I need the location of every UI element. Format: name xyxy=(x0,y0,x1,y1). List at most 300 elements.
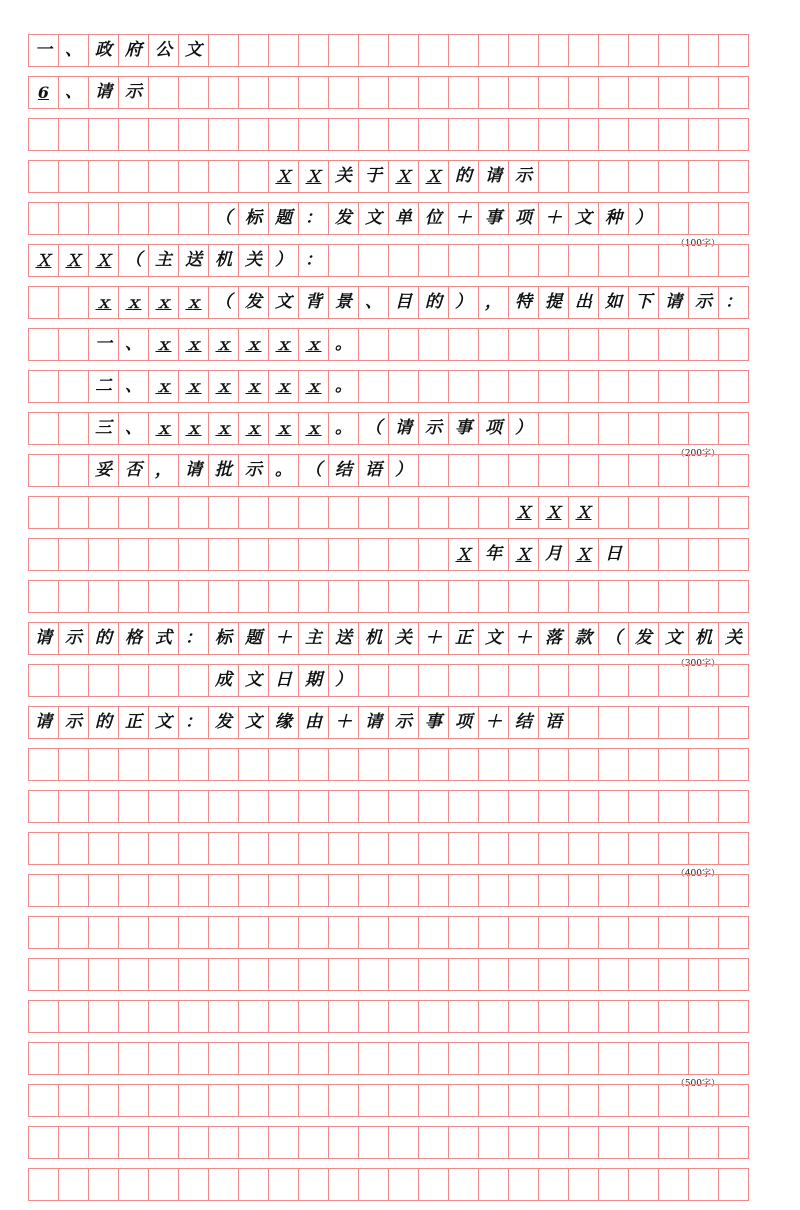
grid-cell[interactable] xyxy=(478,916,509,949)
grid-cell[interactable] xyxy=(538,538,569,571)
grid-cell[interactable] xyxy=(208,832,239,865)
grid-cell[interactable] xyxy=(658,1168,689,1201)
grid-cell[interactable] xyxy=(718,832,749,865)
grid-cell[interactable] xyxy=(718,202,749,235)
grid-cell[interactable] xyxy=(418,1168,449,1201)
grid-cell[interactable] xyxy=(688,790,719,823)
grid-cell[interactable] xyxy=(688,496,719,529)
grid-cell[interactable] xyxy=(58,202,89,235)
grid-cell[interactable] xyxy=(328,958,359,991)
grid-cell[interactable] xyxy=(88,76,119,109)
grid-cell[interactable] xyxy=(148,1000,179,1033)
grid-cell[interactable] xyxy=(178,538,209,571)
grid-cell[interactable] xyxy=(208,76,239,109)
grid-cell[interactable] xyxy=(268,1000,299,1033)
grid-cell[interactable] xyxy=(178,370,209,403)
grid-cell[interactable] xyxy=(118,286,149,319)
grid-cell[interactable] xyxy=(268,916,299,949)
grid-cell[interactable] xyxy=(688,958,719,991)
grid-cell[interactable] xyxy=(508,412,539,445)
grid-cell[interactable] xyxy=(208,454,239,487)
grid-cell[interactable] xyxy=(658,454,689,487)
grid-cell[interactable] xyxy=(628,706,659,739)
grid-cell[interactable] xyxy=(388,1084,419,1117)
grid-cell[interactable] xyxy=(268,244,299,277)
grid-cell[interactable] xyxy=(418,118,449,151)
grid-cell[interactable] xyxy=(358,790,389,823)
grid-row[interactable] xyxy=(28,832,772,879)
grid-cell[interactable] xyxy=(568,34,599,67)
grid-cell[interactable] xyxy=(658,832,689,865)
grid-row[interactable] xyxy=(28,496,772,529)
grid-cell[interactable] xyxy=(58,874,89,907)
grid-cell[interactable] xyxy=(478,370,509,403)
grid-cell[interactable] xyxy=(328,496,359,529)
grid-row[interactable] xyxy=(28,916,772,949)
grid-cell[interactable] xyxy=(448,118,479,151)
grid-cell[interactable] xyxy=(328,412,359,445)
grid-cell[interactable] xyxy=(268,118,299,151)
grid-cell[interactable] xyxy=(508,202,539,235)
grid-cell[interactable] xyxy=(148,244,179,277)
character-grid[interactable] xyxy=(28,34,772,1210)
grid-cell[interactable] xyxy=(688,580,719,613)
grid-cell[interactable] xyxy=(58,832,89,865)
grid-cell[interactable] xyxy=(598,454,629,487)
grid-cell[interactable] xyxy=(148,706,179,739)
grid-cell[interactable] xyxy=(448,664,479,697)
grid-cell[interactable] xyxy=(628,244,659,277)
grid-cell[interactable] xyxy=(448,1126,479,1159)
grid-cell[interactable] xyxy=(568,118,599,151)
grid-cell[interactable] xyxy=(388,538,419,571)
grid-cell[interactable] xyxy=(268,958,299,991)
grid-cell[interactable] xyxy=(88,874,119,907)
grid-cell[interactable] xyxy=(268,622,299,655)
grid-cell[interactable] xyxy=(358,328,389,361)
grid-cell[interactable] xyxy=(538,580,569,613)
grid-cell[interactable] xyxy=(208,664,239,697)
grid-cell[interactable] xyxy=(88,1042,119,1075)
grid-cell[interactable] xyxy=(418,328,449,361)
grid-cell[interactable] xyxy=(418,76,449,109)
grid-cell[interactable] xyxy=(478,454,509,487)
grid-cell[interactable] xyxy=(268,832,299,865)
grid-cell[interactable] xyxy=(88,412,119,445)
grid-cell[interactable] xyxy=(598,664,629,697)
grid-cell[interactable] xyxy=(418,958,449,991)
grid-cell[interactable] xyxy=(238,160,269,193)
grid-cell[interactable] xyxy=(178,244,209,277)
grid-cell[interactable] xyxy=(418,1042,449,1075)
grid-cell[interactable] xyxy=(268,538,299,571)
grid-cell[interactable] xyxy=(238,34,269,67)
grid-cell[interactable] xyxy=(598,958,629,991)
grid-cell[interactable] xyxy=(538,34,569,67)
grid-cell[interactable] xyxy=(178,916,209,949)
grid-cell[interactable] xyxy=(298,1000,329,1033)
grid-cell[interactable] xyxy=(298,244,329,277)
grid-cell[interactable] xyxy=(628,202,659,235)
grid-cell[interactable] xyxy=(58,706,89,739)
grid-cell[interactable] xyxy=(718,622,749,655)
grid-cell[interactable] xyxy=(88,958,119,991)
grid-cell[interactable] xyxy=(538,118,569,151)
grid-cell[interactable] xyxy=(688,412,719,445)
grid-cell[interactable] xyxy=(118,958,149,991)
grid-cell[interactable] xyxy=(238,916,269,949)
grid-cell[interactable] xyxy=(298,76,329,109)
grid-cell[interactable] xyxy=(28,160,59,193)
grid-cell[interactable] xyxy=(718,1168,749,1201)
grid-cell[interactable] xyxy=(448,412,479,445)
grid-cell[interactable] xyxy=(568,538,599,571)
grid-cell[interactable] xyxy=(268,202,299,235)
grid-cell[interactable] xyxy=(58,496,89,529)
grid-cell[interactable] xyxy=(118,1042,149,1075)
grid-cell[interactable] xyxy=(58,1042,89,1075)
grid-cell[interactable] xyxy=(148,202,179,235)
grid-cell[interactable] xyxy=(58,622,89,655)
grid-cell[interactable] xyxy=(358,370,389,403)
grid-cell[interactable] xyxy=(628,370,659,403)
grid-cell[interactable] xyxy=(118,160,149,193)
grid-cell[interactable] xyxy=(568,412,599,445)
grid-cell[interactable] xyxy=(388,370,419,403)
grid-cell[interactable] xyxy=(718,76,749,109)
grid-cell[interactable] xyxy=(28,244,59,277)
grid-cell[interactable] xyxy=(478,34,509,67)
grid-cell[interactable] xyxy=(28,748,59,781)
grid-cell[interactable] xyxy=(388,706,419,739)
grid-cell[interactable] xyxy=(298,1084,329,1117)
grid-cell[interactable] xyxy=(388,328,419,361)
grid-cell[interactable] xyxy=(598,1168,629,1201)
grid-cell[interactable] xyxy=(358,1084,389,1117)
grid-cell[interactable] xyxy=(388,832,419,865)
grid-cell[interactable] xyxy=(358,118,389,151)
grid-row[interactable] xyxy=(28,76,772,109)
grid-cell[interactable] xyxy=(328,622,359,655)
grid-cell[interactable] xyxy=(688,202,719,235)
grid-cell[interactable] xyxy=(238,454,269,487)
grid-cell[interactable] xyxy=(58,580,89,613)
grid-cell[interactable] xyxy=(688,1042,719,1075)
grid-cell[interactable] xyxy=(388,748,419,781)
grid-row[interactable] xyxy=(28,328,772,361)
grid-cell[interactable] xyxy=(178,958,209,991)
grid-cell[interactable] xyxy=(208,328,239,361)
grid-cell[interactable] xyxy=(538,1000,569,1033)
grid-cell[interactable] xyxy=(118,916,149,949)
grid-cell[interactable] xyxy=(538,1126,569,1159)
grid-cell[interactable] xyxy=(298,1126,329,1159)
grid-cell[interactable] xyxy=(88,118,119,151)
grid-cell[interactable] xyxy=(478,706,509,739)
grid-cell[interactable] xyxy=(58,118,89,151)
grid-cell[interactable] xyxy=(268,1126,299,1159)
grid-cell[interactable] xyxy=(658,286,689,319)
grid-cell[interactable] xyxy=(28,538,59,571)
grid-cell[interactable] xyxy=(388,454,419,487)
grid-cell[interactable] xyxy=(208,580,239,613)
grid-cell[interactable] xyxy=(298,328,329,361)
grid-cell[interactable] xyxy=(448,622,479,655)
grid-cell[interactable] xyxy=(448,370,479,403)
grid-cell[interactable] xyxy=(658,622,689,655)
grid-cell[interactable] xyxy=(358,1042,389,1075)
grid-cell[interactable] xyxy=(418,370,449,403)
grid-cell[interactable] xyxy=(388,790,419,823)
grid-cell[interactable] xyxy=(238,748,269,781)
grid-cell[interactable] xyxy=(328,34,359,67)
grid-cell[interactable] xyxy=(118,1084,149,1117)
grid-cell[interactable] xyxy=(568,328,599,361)
grid-cell[interactable] xyxy=(58,76,89,109)
grid-cell[interactable] xyxy=(268,286,299,319)
grid-cell[interactable] xyxy=(448,160,479,193)
grid-cell[interactable] xyxy=(208,202,239,235)
grid-cell[interactable] xyxy=(358,832,389,865)
grid-cell[interactable] xyxy=(508,790,539,823)
grid-cell[interactable] xyxy=(238,958,269,991)
grid-cell[interactable] xyxy=(148,76,179,109)
grid-cell[interactable] xyxy=(628,1000,659,1033)
grid-cell[interactable] xyxy=(388,958,419,991)
grid-cell[interactable] xyxy=(328,1000,359,1033)
grid-cell[interactable] xyxy=(658,34,689,67)
grid-cell[interactable] xyxy=(148,1126,179,1159)
grid-cell[interactable] xyxy=(208,496,239,529)
grid-cell[interactable] xyxy=(178,622,209,655)
grid-cell[interactable] xyxy=(88,496,119,529)
grid-row[interactable] xyxy=(28,958,772,991)
grid-cell[interactable] xyxy=(478,622,509,655)
grid-cell[interactable] xyxy=(418,244,449,277)
grid-cell[interactable] xyxy=(58,1000,89,1033)
grid-cell[interactable] xyxy=(538,412,569,445)
grid-cell[interactable] xyxy=(208,286,239,319)
grid-cell[interactable] xyxy=(688,916,719,949)
grid-cell[interactable] xyxy=(148,1168,179,1201)
grid-cell[interactable] xyxy=(478,412,509,445)
grid-cell[interactable] xyxy=(628,160,659,193)
grid-cell[interactable] xyxy=(538,1168,569,1201)
grid-cell[interactable] xyxy=(538,664,569,697)
grid-cell[interactable] xyxy=(298,1042,329,1075)
grid-cell[interactable] xyxy=(58,454,89,487)
grid-cell[interactable] xyxy=(388,874,419,907)
grid-cell[interactable] xyxy=(208,1168,239,1201)
grid-cell[interactable] xyxy=(448,580,479,613)
grid-cell[interactable] xyxy=(658,706,689,739)
grid-cell[interactable] xyxy=(718,958,749,991)
grid-cell[interactable] xyxy=(628,1042,659,1075)
grid-row[interactable] xyxy=(28,538,772,571)
grid-cell[interactable] xyxy=(598,622,629,655)
grid-cell[interactable] xyxy=(178,118,209,151)
grid-cell[interactable] xyxy=(238,706,269,739)
grid-cell[interactable] xyxy=(358,622,389,655)
grid-cell[interactable] xyxy=(688,160,719,193)
grid-cell[interactable] xyxy=(658,790,689,823)
grid-cell[interactable] xyxy=(238,664,269,697)
grid-cell[interactable] xyxy=(28,328,59,361)
grid-cell[interactable] xyxy=(178,454,209,487)
grid-cell[interactable] xyxy=(688,328,719,361)
grid-cell[interactable] xyxy=(658,874,689,907)
grid-cell[interactable] xyxy=(298,286,329,319)
grid-cell[interactable] xyxy=(478,76,509,109)
grid-cell[interactable] xyxy=(298,538,329,571)
grid-cell[interactable] xyxy=(478,328,509,361)
grid-cell[interactable] xyxy=(628,748,659,781)
grid-cell[interactable] xyxy=(568,202,599,235)
grid-cell[interactable] xyxy=(568,370,599,403)
grid-cell[interactable] xyxy=(358,874,389,907)
grid-cell[interactable] xyxy=(448,706,479,739)
grid-cell[interactable] xyxy=(628,286,659,319)
grid-cell[interactable] xyxy=(358,916,389,949)
grid-cell[interactable] xyxy=(658,76,689,109)
grid-cell[interactable] xyxy=(628,34,659,67)
grid-cell[interactable] xyxy=(178,1000,209,1033)
grid-cell[interactable] xyxy=(238,1126,269,1159)
grid-cell[interactable] xyxy=(718,538,749,571)
grid-cell[interactable] xyxy=(88,1084,119,1117)
grid-cell[interactable] xyxy=(298,1168,329,1201)
grid-cell[interactable] xyxy=(718,370,749,403)
grid-cell[interactable] xyxy=(718,454,749,487)
grid-cell[interactable] xyxy=(88,790,119,823)
grid-cell[interactable] xyxy=(28,916,59,949)
grid-cell[interactable] xyxy=(418,790,449,823)
grid-row[interactable] xyxy=(28,118,772,151)
grid-cell[interactable] xyxy=(148,664,179,697)
grid-cell[interactable] xyxy=(508,454,539,487)
grid-cell[interactable] xyxy=(178,1084,209,1117)
grid-cell[interactable] xyxy=(58,412,89,445)
grid-cell[interactable] xyxy=(598,496,629,529)
grid-cell[interactable] xyxy=(598,1000,629,1033)
grid-cell[interactable] xyxy=(658,328,689,361)
grid-cell[interactable] xyxy=(688,1084,719,1117)
grid-cell[interactable] xyxy=(478,1042,509,1075)
grid-cell[interactable] xyxy=(508,706,539,739)
grid-row[interactable] xyxy=(28,874,772,907)
grid-cell[interactable] xyxy=(298,160,329,193)
grid-row[interactable] xyxy=(28,454,772,487)
grid-cell[interactable] xyxy=(28,874,59,907)
grid-row[interactable] xyxy=(28,1168,772,1201)
grid-cell[interactable] xyxy=(148,118,179,151)
grid-cell[interactable] xyxy=(28,664,59,697)
grid-cell[interactable] xyxy=(268,874,299,907)
grid-cell[interactable] xyxy=(118,34,149,67)
grid-cell[interactable] xyxy=(718,412,749,445)
grid-cell[interactable] xyxy=(688,538,719,571)
grid-cell[interactable] xyxy=(568,1042,599,1075)
grid-cell[interactable] xyxy=(238,202,269,235)
grid-cell[interactable] xyxy=(688,706,719,739)
grid-cell[interactable] xyxy=(148,412,179,445)
grid-cell[interactable] xyxy=(658,496,689,529)
grid-cell[interactable] xyxy=(478,664,509,697)
grid-cell[interactable] xyxy=(58,160,89,193)
grid-cell[interactable] xyxy=(88,202,119,235)
grid-cell[interactable] xyxy=(208,1042,239,1075)
grid-cell[interactable] xyxy=(658,370,689,403)
grid-row[interactable] xyxy=(28,370,772,403)
grid-cell[interactable] xyxy=(178,160,209,193)
grid-cell[interactable] xyxy=(448,538,479,571)
grid-cell[interactable] xyxy=(118,706,149,739)
grid-cell[interactable] xyxy=(718,1126,749,1159)
grid-cell[interactable] xyxy=(208,1000,239,1033)
grid-cell[interactable] xyxy=(388,160,419,193)
grid-cell[interactable] xyxy=(238,580,269,613)
grid-cell[interactable] xyxy=(238,622,269,655)
grid-cell[interactable] xyxy=(628,1126,659,1159)
grid-cell[interactable] xyxy=(238,1000,269,1033)
grid-cell[interactable] xyxy=(88,370,119,403)
grid-cell[interactable] xyxy=(568,706,599,739)
grid-cell[interactable] xyxy=(628,496,659,529)
grid-cell[interactable] xyxy=(358,958,389,991)
grid-cell[interactable] xyxy=(238,118,269,151)
grid-cell[interactable] xyxy=(688,832,719,865)
grid-cell[interactable] xyxy=(148,328,179,361)
grid-cell[interactable] xyxy=(298,412,329,445)
grid-cell[interactable] xyxy=(688,454,719,487)
grid-cell[interactable] xyxy=(238,496,269,529)
grid-cell[interactable] xyxy=(58,244,89,277)
grid-cell[interactable] xyxy=(718,1042,749,1075)
grid-cell[interactable] xyxy=(448,1084,479,1117)
grid-cell[interactable] xyxy=(208,538,239,571)
grid-cell[interactable] xyxy=(688,34,719,67)
grid-cell[interactable] xyxy=(28,958,59,991)
grid-cell[interactable] xyxy=(448,286,479,319)
grid-cell[interactable] xyxy=(538,244,569,277)
grid-cell[interactable] xyxy=(358,454,389,487)
grid-cell[interactable] xyxy=(418,412,449,445)
grid-cell[interactable] xyxy=(448,454,479,487)
grid-row[interactable] xyxy=(28,580,772,613)
grid-cell[interactable] xyxy=(508,916,539,949)
grid-cell[interactable] xyxy=(328,370,359,403)
grid-cell[interactable] xyxy=(688,664,719,697)
grid-cell[interactable] xyxy=(118,874,149,907)
grid-cell[interactable] xyxy=(28,1168,59,1201)
grid-cell[interactable] xyxy=(148,958,179,991)
grid-cell[interactable] xyxy=(148,748,179,781)
grid-cell[interactable] xyxy=(388,1126,419,1159)
grid-cell[interactable] xyxy=(658,664,689,697)
grid-cell[interactable] xyxy=(658,1084,689,1117)
grid-cell[interactable] xyxy=(538,748,569,781)
grid-cell[interactable] xyxy=(358,202,389,235)
grid-cell[interactable] xyxy=(508,748,539,781)
grid-cell[interactable] xyxy=(538,916,569,949)
grid-cell[interactable] xyxy=(298,370,329,403)
grid-cell[interactable] xyxy=(478,202,509,235)
grid-row[interactable] xyxy=(28,622,772,669)
grid-cell[interactable] xyxy=(268,412,299,445)
grid-cell[interactable] xyxy=(28,706,59,739)
grid-cell[interactable] xyxy=(508,118,539,151)
grid-cell[interactable] xyxy=(568,580,599,613)
